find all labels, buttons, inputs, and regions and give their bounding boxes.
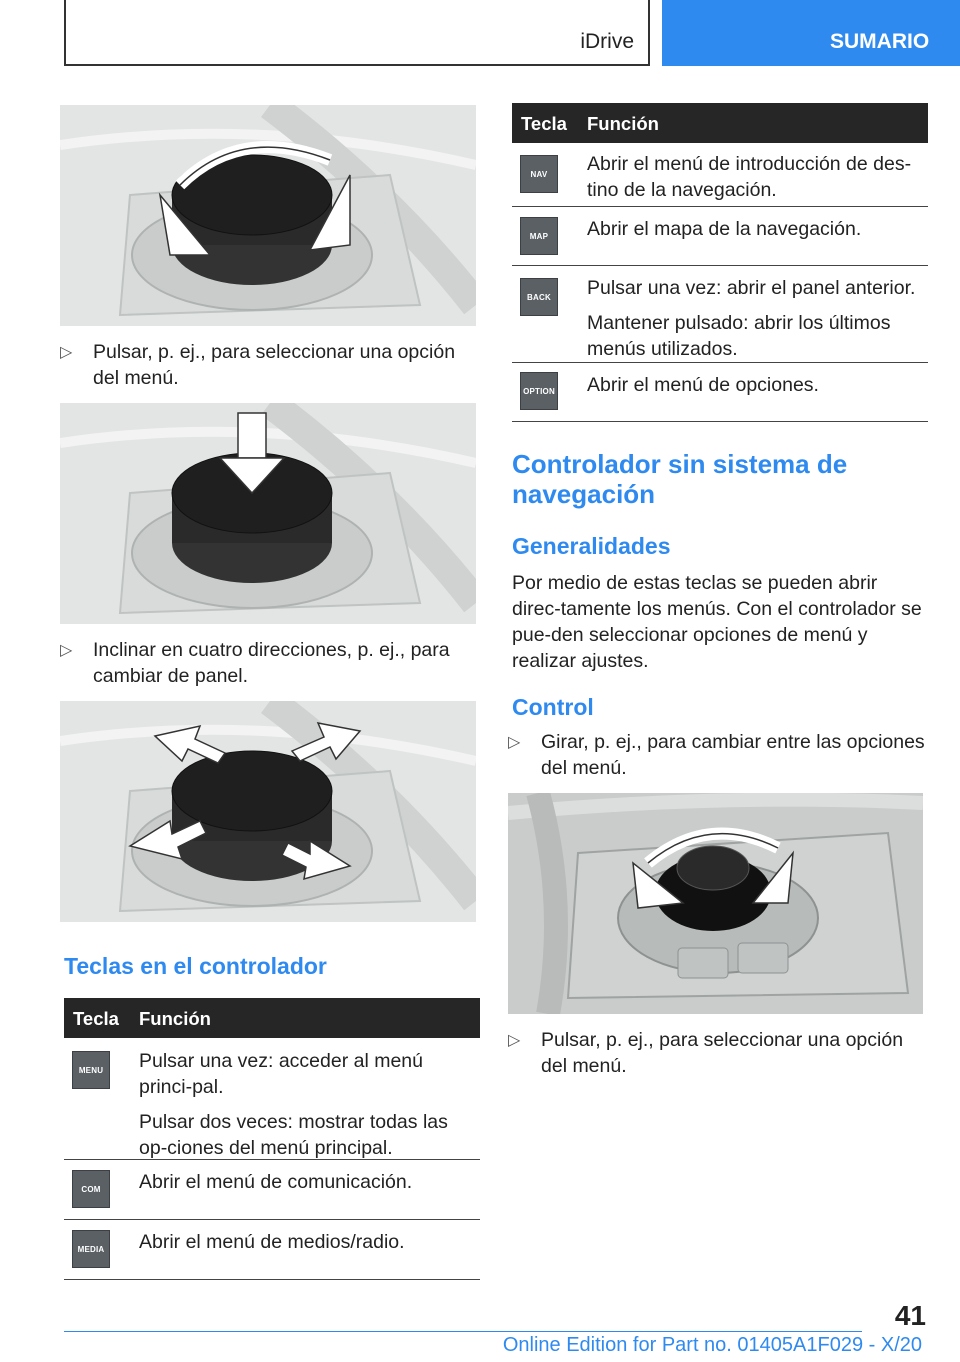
- right-keys-table: [512, 103, 928, 422]
- bullet-tilt: ▷ Inclinar en cuatro direcciones, p. ej., para cambiar de panel.: [60, 639, 450, 687]
- bullet-triangle-icon: ▷: [60, 344, 73, 361]
- map-key-icon: MAP: [520, 217, 558, 255]
- col-function-header: Función: [139, 1008, 211, 1029]
- option-key-icon: OPTION: [520, 372, 558, 410]
- sumario-button[interactable]: [662, 0, 960, 66]
- controller-press-illustration: [60, 403, 476, 624]
- controller-rotate-illustration: [60, 105, 476, 326]
- table-row: NAV Abrir el menú de introducción de des-tino de la navegación.: [512, 143, 928, 207]
- table-row: MAP Abrir el mapa de la navegación.: [512, 207, 928, 266]
- table-row: OPTION Abrir el menú de opciones.: [512, 363, 928, 422]
- header-chapter-box: [64, 0, 650, 66]
- bullet-triangle-icon: ▷: [508, 734, 521, 751]
- back-key-icon: BACK: [520, 278, 558, 316]
- section-title: Controlador sin sistema de navegación: [512, 449, 848, 509]
- col-key-header: Tecla: [73, 1008, 119, 1029]
- page-number: 41: [894, 1300, 926, 1331]
- subheading-control: Control: [512, 694, 594, 720]
- bullet-triangle-icon: ▷: [508, 1032, 521, 1049]
- heading-controller-keys: Teclas en el controlador: [64, 953, 327, 979]
- table-row: MENU Pulsar una vez: acceder al menú princi-pal. Pulsar dos veces: mostrar todas las op-ciones del menú principal.: [64, 1038, 480, 1160]
- sumario-label: SUMARIO: [830, 30, 930, 53]
- bullet-press: ▷ Pulsar, p. ej., para seleccionar una opción del menú.: [60, 341, 456, 389]
- com-key-icon: COM: [72, 1170, 110, 1208]
- table-row: BACK Pulsar una vez: abrir el panel anterior. Mantener pulsado: abrir los últimos menús utilizados.: [512, 266, 928, 363]
- bullet-triangle-icon: ▷: [60, 642, 73, 659]
- bullet-rotate: ▷ Girar, p. ej., para cambiar entre las opciones del menú.: [508, 731, 925, 779]
- nav-key-icon: NAV: [520, 155, 558, 193]
- chapter-title: iDrive: [580, 30, 634, 53]
- col-key-header: Tecla: [521, 113, 567, 134]
- footer-divider: [64, 1331, 862, 1332]
- subheading-generalidades: Generalidades: [512, 533, 671, 559]
- table-header: [512, 103, 928, 143]
- footer-edition: Online Edition for Part no. 01405A1F029 - X/20: [502, 1334, 922, 1356]
- generalidades-text: Por medio de estas teclas se pueden abrir direc-tamente los menús. Con el controlador se pue-den seleccionar opciones de menú y realizar ajustes.: [512, 572, 922, 672]
- bullet-press-alt: ▷ Pulsar, p. ej., para seleccionar una opción del menú.: [508, 1029, 904, 1077]
- controller-tilt-illustration: [60, 701, 476, 922]
- menu-key-icon: MENU: [72, 1051, 110, 1089]
- media-key-icon: MEDIA: [72, 1230, 110, 1268]
- controller-rotate-illustration-alt: [508, 793, 923, 1014]
- table-row: COM Abrir el menú de comunicación.: [64, 1160, 480, 1220]
- col-function-header: Función: [587, 113, 659, 134]
- table-row: MEDIA Abrir el menú de medios/radio.: [64, 1220, 480, 1280]
- table-header: [64, 998, 480, 1038]
- left-keys-table: [64, 998, 480, 1280]
